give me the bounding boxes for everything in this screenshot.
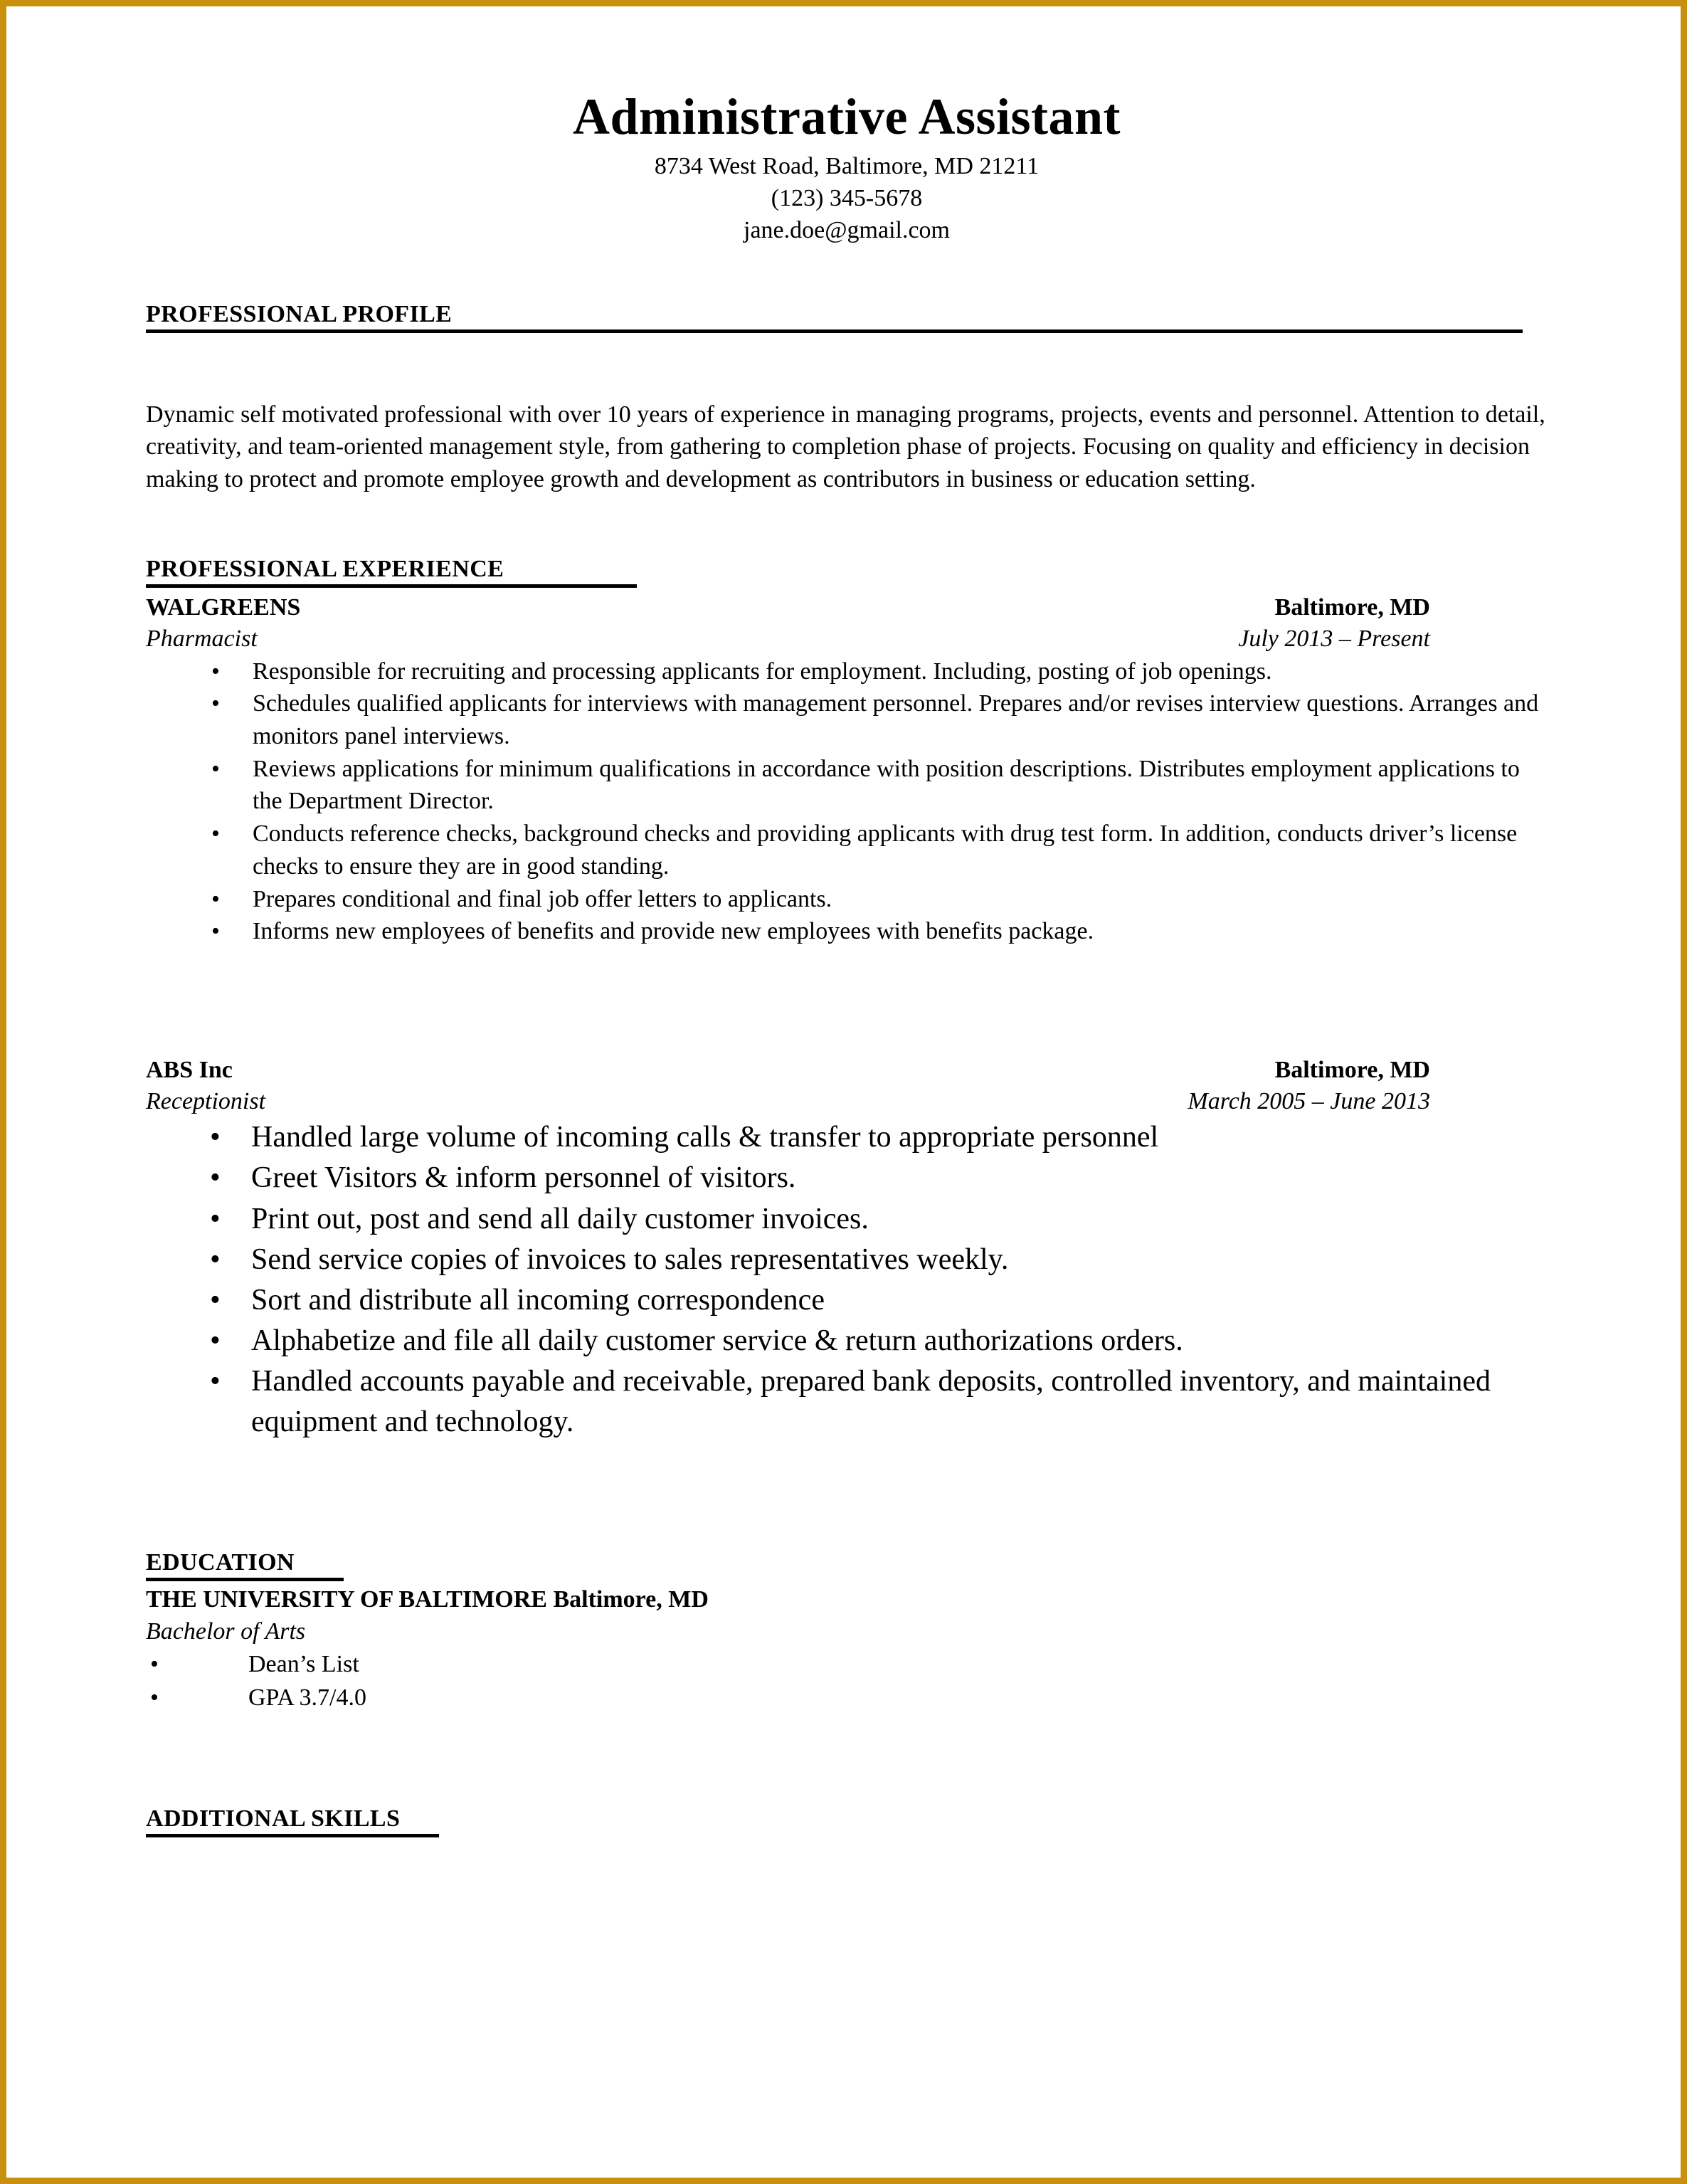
job-location: Baltimore, MD bbox=[1274, 594, 1430, 621]
education-honors-list bbox=[146, 1648, 1548, 1714]
bullet-icon: • bbox=[210, 1365, 221, 1398]
bullet-icon: • bbox=[211, 658, 220, 685]
bullet-icon: • bbox=[210, 1161, 221, 1195]
page-title: Administrative Assistant bbox=[572, 88, 1121, 145]
list-item bbox=[146, 655, 1548, 688]
bullet-icon: • bbox=[211, 690, 220, 717]
job-responsibility-list bbox=[146, 655, 1548, 948]
bullet-icon: • bbox=[211, 885, 220, 912]
section-heading-professional-profile: PROFESSIONAL PROFILE bbox=[146, 301, 1523, 333]
contact-phone: (123) 345-5678 bbox=[771, 184, 923, 211]
list-item bbox=[146, 687, 1548, 752]
job-title: Pharmacist bbox=[146, 626, 258, 653]
contact-email: jane.doe@gmail.com bbox=[744, 216, 950, 243]
education-school: THE UNIVERSITY OF BALTIMORE Baltimore, MD bbox=[146, 1586, 709, 1613]
bullet-icon: • bbox=[210, 1243, 221, 1276]
resume-content bbox=[146, 6, 1548, 1837]
list-item bbox=[146, 753, 1548, 818]
job-title-row bbox=[146, 623, 1430, 655]
professional-profile-body: Dynamic self motivated professional with over 10 years of experience in managing programs, projects, events and personnel. Attention to detail, creativity, and team-oriented management style, from gathering to completion phase of projects. Focusing on quality and efficiency in decision making to protect and promote employee growth and development as contributors in business or education setting. bbox=[146, 401, 1545, 492]
bullet-icon: • bbox=[211, 918, 220, 945]
list-item bbox=[146, 1199, 1548, 1240]
education-degree: Bachelor of Arts bbox=[146, 1618, 306, 1645]
list-item-text: Conducts reference checks, background checks and providing applicants with drug test form. In addition, conducts driver’s license checks to ensure they are in good standing. bbox=[253, 821, 1518, 880]
section-professional-experience bbox=[146, 556, 1548, 1442]
list-item-text: GPA 3.7/4.0 bbox=[248, 1684, 366, 1711]
list-item bbox=[146, 883, 1548, 916]
job-company-row bbox=[146, 592, 1430, 623]
list-item bbox=[146, 1361, 1548, 1442]
contact-address: 8734 West Road, Baltimore, MD 21211 bbox=[654, 152, 1040, 179]
list-item-text: Print out, post and send all daily customer invoices. bbox=[251, 1202, 869, 1235]
resume-header bbox=[146, 6, 1548, 247]
list-item-text: Responsible for recruiting and processing applicants for employment. Including, posting of job openings. bbox=[253, 658, 1272, 685]
list-item bbox=[146, 1158, 1548, 1198]
bullet-icon: • bbox=[211, 821, 220, 848]
list-item-text: Schedules qualified applicants for interviews with management personnel. Prepares and/or revises interview questions. Arranges and monitors panel interviews. bbox=[253, 690, 1539, 749]
list-item-text: Dean’s List bbox=[248, 1650, 359, 1677]
job-company-name: WALGREENS bbox=[146, 594, 301, 621]
bullet-icon: • bbox=[210, 1283, 221, 1317]
list-item bbox=[146, 1280, 1548, 1321]
list-item bbox=[146, 1682, 1548, 1715]
job-company-name: ABS Inc bbox=[146, 1056, 233, 1083]
bullet-icon: • bbox=[210, 1121, 221, 1154]
section-professional-profile bbox=[146, 301, 1548, 496]
job-entry-walgreens bbox=[146, 592, 1548, 948]
list-item-text: Sort and distribute all incoming correspondence bbox=[251, 1283, 825, 1317]
list-item-text: Prepares conditional and final job offer letters to applicants. bbox=[253, 885, 832, 912]
bullet-icon: • bbox=[150, 1650, 159, 1677]
section-heading-professional-experience: PROFESSIONAL EXPERIENCE bbox=[146, 556, 637, 588]
list-item-text: Reviews applications for minimum qualifications in accordance with position descriptions. Distributes employment applications to the Department Director. bbox=[253, 755, 1520, 815]
job-entry-abs-inc bbox=[146, 1055, 1548, 1442]
bullet-icon: • bbox=[211, 755, 220, 782]
job-title: Receptionist bbox=[146, 1088, 266, 1115]
bullet-icon: • bbox=[210, 1202, 221, 1235]
list-item-text: Handled large volume of incoming calls & transfer to appropriate personnel bbox=[251, 1121, 1159, 1154]
job-company-row bbox=[146, 1055, 1430, 1086]
list-item bbox=[146, 1321, 1548, 1361]
bullet-icon: • bbox=[150, 1684, 159, 1711]
list-item-text: Handled accounts payable and receivable, prepared bank deposits, controlled inventory, and maintained equipment and technology. bbox=[251, 1365, 1491, 1439]
list-item bbox=[146, 818, 1548, 882]
section-education bbox=[146, 1549, 1548, 1714]
job-location: Baltimore, MD bbox=[1274, 1056, 1430, 1083]
job-dates: March 2005 – June 2013 bbox=[1188, 1088, 1430, 1115]
list-item bbox=[146, 1117, 1548, 1158]
section-heading-education: EDUCATION bbox=[146, 1549, 344, 1581]
job-dates: July 2013 – Present bbox=[1238, 626, 1430, 653]
list-item-text: Send service copies of invoices to sales representatives weekly. bbox=[251, 1243, 1009, 1276]
list-item bbox=[146, 1240, 1548, 1280]
list-item-text: Greet Visitors & inform personnel of visitors. bbox=[251, 1161, 796, 1195]
list-item-text: Informs new employees of benefits and provide new employees with benefits package. bbox=[253, 918, 1094, 945]
bullet-icon: • bbox=[210, 1324, 221, 1357]
job-title-row bbox=[146, 1086, 1430, 1117]
list-item bbox=[146, 1648, 1548, 1682]
section-heading-additional-skills: ADDITIONAL SKILLS bbox=[146, 1805, 439, 1837]
job-responsibility-list bbox=[146, 1117, 1548, 1442]
list-item-text: Alphabetize and file all daily customer service & return authorizations orders. bbox=[251, 1324, 1183, 1357]
section-additional-skills bbox=[146, 1805, 1548, 1837]
list-item bbox=[146, 915, 1548, 948]
